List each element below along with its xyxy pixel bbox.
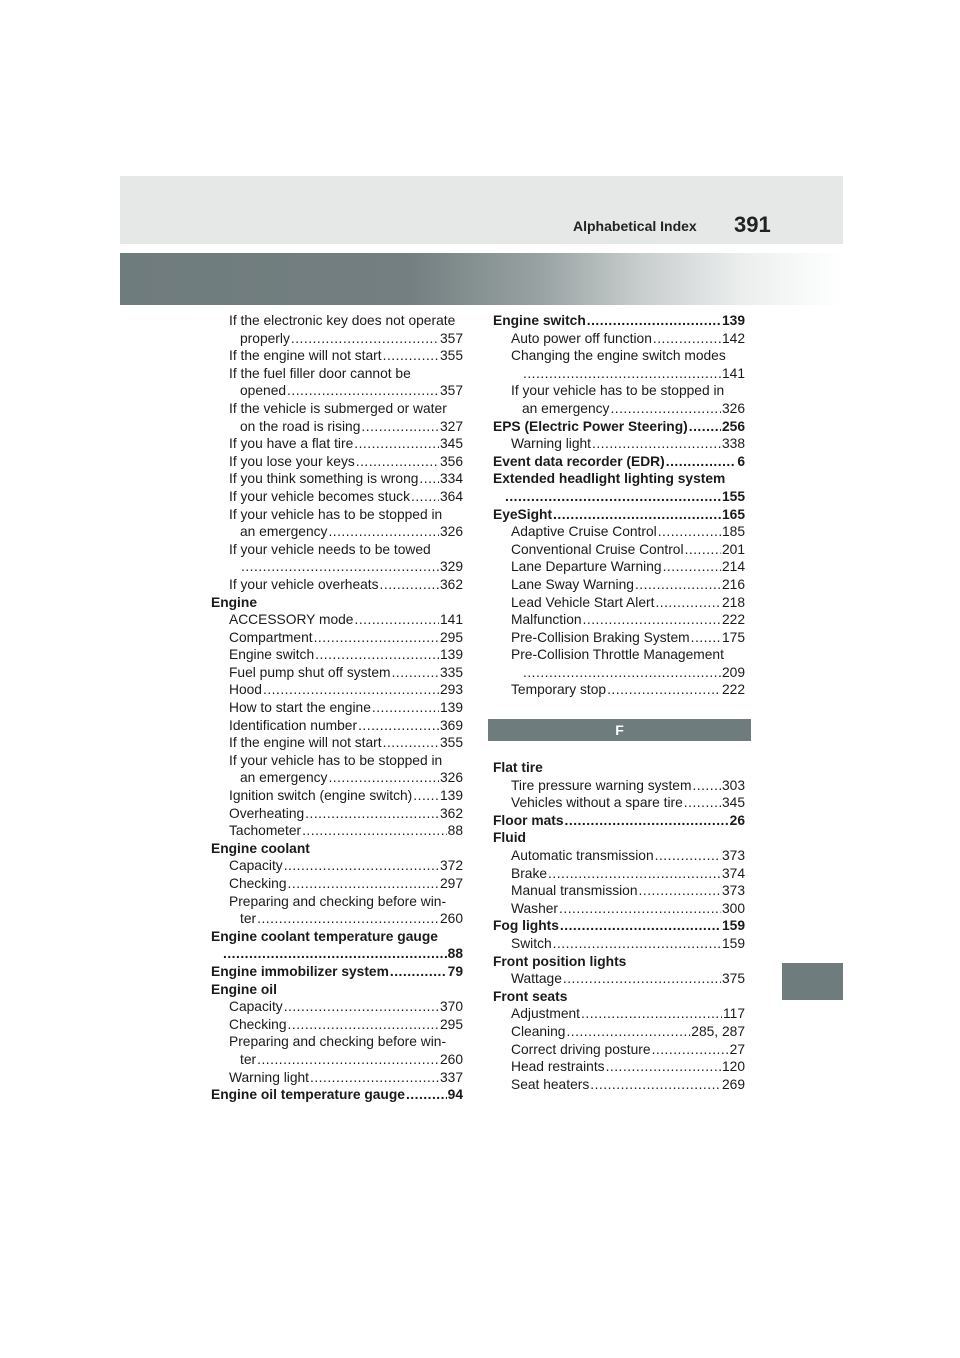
page-ref: 356: [439, 453, 463, 469]
index-subentry-line: Pre-Collision Throttle Management: [511, 647, 724, 663]
index-subentry: [493, 611, 745, 629]
leader-dots: [684, 794, 721, 812]
entry-label: ter: [240, 911, 257, 927]
leader-dots: [505, 488, 721, 506]
entry-label: properly: [240, 330, 290, 346]
index-subentry: [211, 646, 463, 664]
entry-label: on the road is rising: [240, 418, 361, 434]
leader-dots: [548, 865, 721, 883]
page-ref: 120: [721, 1059, 745, 1075]
entry-label: Fog lights: [493, 918, 559, 934]
page-ref: 260: [439, 911, 463, 927]
index-subentry: [211, 576, 463, 594]
leader-dots: [566, 1023, 690, 1041]
index-subentry: [493, 794, 745, 812]
entry-label: Brake: [511, 865, 548, 881]
entry-label: Ignition switch (engine switch): [229, 788, 413, 804]
page-ref: 326: [439, 524, 463, 540]
index-subentry-continuation: [211, 1051, 463, 1069]
index-heading: Front position lights: [493, 953, 627, 969]
index-subentry-continuation: [211, 558, 463, 576]
leader-dots: [288, 875, 439, 893]
entry-label: Checking: [229, 876, 287, 891]
entry-label: Lane Sway Warning: [511, 576, 634, 592]
index-subentry: [493, 777, 745, 795]
index-subentry-line: If the vehicle is submerged or water: [229, 400, 447, 416]
index-subentry: [493, 1076, 745, 1094]
entry-label: If you have a flat tire: [229, 436, 354, 452]
index-entry: [493, 917, 745, 935]
leader-dots: [553, 935, 721, 953]
entry-label: If you lose your keys: [229, 453, 355, 469]
index-subentry: [493, 435, 745, 453]
index-entry: [493, 453, 745, 471]
page-ref: 216: [721, 576, 745, 592]
page-ref: 269: [721, 1076, 745, 1092]
leader-dots: [257, 1051, 439, 1069]
entry-label: Hood: [229, 682, 262, 698]
page-ref: 362: [439, 576, 463, 592]
page-ref: 373: [721, 848, 745, 864]
decorative-band: [120, 253, 843, 305]
page-ref: 327: [439, 418, 463, 434]
entry-label: How to start the engine: [229, 700, 371, 716]
leader-dots: [354, 611, 438, 629]
leader-dots: [663, 558, 721, 576]
entry-label: Temporary stop: [511, 682, 607, 698]
leader-dots: [361, 418, 439, 436]
entry-label: Adaptive Cruise Control: [511, 524, 657, 540]
page-ref: 79: [447, 963, 463, 979]
page-ref: 373: [721, 883, 745, 899]
leader-dots: [315, 646, 439, 664]
entry-label: EyeSight: [493, 506, 553, 522]
entry-label: an emergency: [240, 770, 328, 786]
index-subentry: [211, 488, 463, 506]
leader-dots: [553, 506, 721, 524]
index-subentry: [211, 435, 463, 453]
entry-label: Engine immobilizer system: [211, 963, 389, 979]
entry-label: ter: [240, 1051, 257, 1067]
entry-label: Adjustment: [511, 1006, 581, 1022]
leader-dots: [655, 847, 721, 865]
leader-dots: [302, 822, 447, 840]
page-number: 391: [734, 212, 771, 237]
entry-label: Wattage: [511, 971, 562, 987]
entry-label: Engine switch: [493, 313, 586, 328]
index-subentry-continuation: [493, 365, 745, 383]
entry-label: Malfunction: [511, 612, 582, 628]
leader-dots: [607, 681, 721, 699]
index-subentry: [211, 699, 463, 717]
leader-dots: [692, 777, 721, 795]
entry-label: If the engine will not start: [229, 735, 382, 751]
index-entry: [493, 506, 745, 524]
index-subentry-continuation: [211, 382, 463, 400]
index-entry-line: Extended headlight lighting system: [493, 471, 726, 487]
page-ref: 94: [447, 1087, 463, 1103]
leader-dots: [358, 717, 439, 735]
index-entry: [211, 963, 463, 981]
entry-label: an emergency: [240, 524, 328, 540]
index-heading: Engine: [211, 594, 257, 610]
leader-dots: [419, 470, 439, 488]
entry-label: Engine switch: [229, 647, 315, 663]
index-subentry: [211, 1069, 463, 1087]
entry-label: If you think something is wrong: [229, 471, 419, 487]
leader-dots: [606, 1058, 721, 1076]
index-subentry-continuation: [211, 910, 463, 928]
index-entry: [493, 418, 745, 436]
index-subentry: [493, 330, 745, 348]
index-subentry: [211, 787, 463, 805]
page-ref: 357: [439, 383, 463, 399]
index-subentry: [493, 1058, 745, 1076]
entry-label: Warning light: [511, 436, 592, 452]
page-ref: 285, 287: [691, 1023, 745, 1039]
entry-label: Floor mats: [493, 812, 564, 828]
page-ref: 256: [721, 418, 745, 434]
index-subentry-line: If the electronic key does not operate: [229, 313, 456, 328]
index-subentry-line: Changing the engine switch modes: [511, 348, 726, 364]
index-subentry: [211, 1016, 463, 1034]
index-subentry: [211, 998, 463, 1016]
page-ref: 370: [439, 999, 463, 1015]
index-column-left: [211, 312, 463, 1104]
entry-label: Cleaning: [511, 1023, 566, 1039]
page-ref: 209: [721, 664, 745, 680]
index-subentry: [493, 882, 745, 900]
page-ref: 293: [439, 682, 463, 698]
section-title: Alphabetical Index: [573, 218, 697, 234]
entry-label: Compartment: [229, 629, 313, 645]
index-subentry-line: If your vehicle needs to be towed: [229, 541, 431, 557]
leader-dots: [284, 998, 439, 1016]
leader-dots: [655, 594, 721, 612]
index-subentry: [493, 935, 745, 953]
entry-label: Conventional Cruise Control: [511, 541, 684, 557]
leader-dots: [583, 611, 721, 629]
leader-dots: [560, 917, 721, 935]
index-subentry-continuation: [493, 664, 745, 682]
leader-dots: [581, 1005, 722, 1023]
index-subentry: [211, 453, 463, 471]
page-ref: 222: [721, 682, 745, 698]
leader-dots: [610, 400, 721, 418]
page-ref: 345: [721, 795, 745, 811]
index-subentry: [211, 347, 463, 365]
entry-label: Correct driving posture: [511, 1041, 651, 1057]
index-subentry: [211, 822, 463, 840]
page-ref: 295: [439, 629, 463, 645]
leader-dots: [328, 769, 439, 787]
page-ref: 260: [439, 1051, 463, 1067]
index-subentry: [493, 523, 745, 541]
page-ref: 300: [721, 900, 745, 916]
leader-dots: [354, 435, 439, 453]
entry-label: Fuel pump shut off system: [229, 664, 391, 680]
entry-label: Event data recorder (EDR): [493, 453, 665, 469]
index-subentry: [211, 875, 463, 893]
index-subentry: [211, 470, 463, 488]
page-ref: 141: [721, 365, 745, 381]
page-ref: 159: [721, 936, 745, 951]
index-subentry: [493, 970, 745, 988]
index-subentry-line: If your vehicle has to be stopped in: [511, 383, 725, 399]
entry-label: Overheating: [229, 805, 305, 821]
index-subentry-continuation: [493, 400, 745, 418]
page-ref: 88: [447, 946, 463, 962]
leader-dots: [328, 523, 439, 541]
leader-dots: [666, 453, 737, 471]
page-ref: 297: [439, 876, 463, 891]
entry-label: ACCESSORY mode: [229, 612, 354, 628]
entry-label: Engine oil temperature gauge: [211, 1087, 405, 1103]
index-subentry-line: If your vehicle has to be stopped in: [229, 752, 443, 768]
leader-dots: [587, 312, 721, 330]
page-ref: 338: [721, 436, 745, 452]
index-subentry: [211, 717, 463, 735]
page-ref: 27: [729, 1041, 745, 1057]
index-subentry-continuation: [211, 330, 463, 348]
entry-label: If your vehicle overheats: [229, 576, 379, 592]
page-ref: 326: [721, 400, 745, 416]
page-ref: 364: [439, 488, 463, 504]
index-subentry-continuation: [211, 769, 463, 787]
entry-label: Warning light: [229, 1069, 310, 1085]
leader-dots: [653, 330, 721, 348]
index-subentry-line: Preparing and checking before win-: [229, 893, 447, 909]
leader-dots: [356, 453, 439, 471]
entry-label: Head restraints: [511, 1059, 605, 1075]
page-ref: 372: [439, 858, 463, 874]
page-ref: 139: [439, 700, 463, 716]
leader-dots: [523, 664, 721, 682]
index-entry: [493, 312, 745, 330]
leader-dots: [413, 787, 439, 805]
leader-dots: [639, 882, 721, 900]
leader-dots: [411, 488, 439, 506]
index-subentry: [493, 1023, 745, 1041]
index-entry: [493, 812, 745, 830]
page-ref: 355: [439, 348, 463, 364]
index-heading: Front seats: [493, 988, 568, 1004]
leader-dots: [310, 1069, 439, 1087]
page-ref: 201: [721, 541, 745, 557]
page-ref: 6: [737, 453, 745, 469]
index-subentry: [493, 558, 745, 576]
leader-dots: [314, 629, 439, 647]
page-ref: 159: [721, 918, 745, 934]
entry-label: Checking: [229, 1016, 287, 1032]
index-subentry: [493, 681, 745, 699]
leader-dots: [406, 1086, 447, 1104]
leader-dots: [559, 900, 721, 918]
index-subentry: [493, 1005, 745, 1023]
index-subentry: [493, 594, 745, 612]
index-entry: [211, 1086, 463, 1104]
leader-dots: [590, 1076, 721, 1094]
page-ref: 165: [721, 506, 745, 522]
entry-label: Switch: [511, 936, 552, 951]
index-subentry: [493, 629, 745, 647]
entry-label: Pre-Collision Braking System: [511, 629, 690, 645]
leader-dots: [523, 365, 721, 383]
leader-dots: [383, 347, 439, 365]
leader-dots: [652, 1041, 729, 1059]
leader-dots: [372, 699, 439, 717]
leader-dots: [257, 910, 439, 928]
page-ref: 295: [439, 1016, 463, 1032]
leader-dots: [241, 558, 439, 576]
entry-label: Lead Vehicle Start Alert: [511, 594, 655, 610]
entry-label: Capacity: [229, 858, 283, 874]
index-subentry: [211, 681, 463, 699]
page-ref: 139: [721, 313, 745, 328]
index-subentry: [211, 734, 463, 752]
page-ref: 369: [439, 717, 463, 733]
entry-label: an emergency: [522, 400, 610, 416]
index-heading: Fluid: [493, 830, 526, 846]
index-entry-continuation: [493, 488, 745, 506]
page-ref: 175: [721, 629, 745, 645]
entry-label: EPS (Electric Power Steering): [493, 418, 688, 434]
entry-label: If your vehicle becomes stuck: [229, 488, 410, 504]
entry-label: Seat heaters: [511, 1076, 590, 1092]
leader-dots: [689, 418, 721, 436]
index-subentry-line: If the fuel filler door cannot be: [229, 365, 411, 381]
index-subentry-line: If your vehicle has to be stopped in: [229, 506, 443, 522]
index-subentry: [493, 900, 745, 918]
entry-label: Vehicles without a spare tire: [511, 795, 683, 811]
entry-label: Automatic transmission: [511, 848, 654, 864]
entry-label: Capacity: [229, 999, 283, 1015]
page-ref: 155: [721, 488, 745, 504]
page-ref: 375: [721, 971, 745, 987]
index-subentry: [211, 611, 463, 629]
index-heading: Engine oil: [211, 981, 277, 997]
page-ref: 214: [721, 559, 745, 575]
letter-divider: F: [488, 719, 751, 741]
entry-label: Washer: [511, 900, 559, 916]
leader-dots: [223, 945, 447, 963]
page-ref: 329: [439, 559, 463, 575]
leader-dots: [390, 963, 447, 981]
page-ref: 326: [439, 770, 463, 786]
page-ref: 303: [721, 777, 745, 793]
entry-label: Identification number: [229, 717, 358, 733]
page-ref: 139: [439, 647, 463, 663]
index-subentry: [493, 847, 745, 865]
entry-label: Lane Departure Warning: [511, 559, 662, 575]
entry-label: opened: [240, 383, 287, 399]
entry-label: Auto power off function: [511, 330, 652, 346]
leader-dots: [383, 734, 439, 752]
leader-dots: [305, 805, 439, 823]
index-subentry: [211, 664, 463, 682]
page-ref: 218: [721, 594, 745, 610]
index-heading: Engine coolant: [211, 840, 310, 856]
entry-label: Tire pressure warning system: [511, 777, 692, 793]
leader-dots: [658, 523, 721, 541]
index-subentry-continuation: [211, 523, 463, 541]
index-subentry-line: Preparing and checking before win-: [229, 1034, 447, 1050]
page-ref: 337: [439, 1069, 463, 1085]
index-subentry: [493, 576, 745, 594]
leader-dots: [563, 970, 721, 988]
leader-dots: [685, 541, 721, 559]
leader-dots: [380, 576, 439, 594]
leader-dots: [263, 681, 439, 699]
page-ref: 355: [439, 735, 463, 751]
leader-dots: [284, 857, 439, 875]
leader-dots: [291, 330, 439, 348]
index-subentry: [493, 1041, 745, 1059]
page-ref: 362: [439, 805, 463, 821]
index-column-right: [493, 312, 745, 1093]
page-ref: 26: [729, 812, 745, 828]
leader-dots: [635, 576, 721, 594]
page-ref: 141: [439, 612, 463, 628]
page-ref: 334: [439, 471, 463, 487]
index-subentry: [211, 857, 463, 875]
page-ref: 185: [721, 524, 745, 540]
page-ref: 139: [439, 788, 463, 804]
leader-dots: [287, 382, 439, 400]
page-ref: 142: [721, 330, 745, 346]
page-ref: 117: [723, 1006, 745, 1022]
index-subentry-continuation: [211, 418, 463, 436]
thumb-index-tab: [782, 963, 843, 1000]
index-subentry: [211, 629, 463, 647]
page-ref: 357: [439, 330, 463, 346]
leader-dots: [691, 629, 721, 647]
leader-dots: [592, 435, 721, 453]
page-ref: 88: [447, 823, 463, 839]
index-subentry: [493, 541, 745, 559]
index-entry-line: Engine coolant temperature gauge: [211, 928, 438, 944]
entry-label: Tachometer: [229, 823, 302, 839]
index-subentry: [493, 865, 745, 883]
page-ref: 222: [721, 612, 745, 628]
page-ref: 374: [721, 865, 745, 881]
entry-label: If the engine will not start: [229, 348, 382, 364]
entry-label: Manual transmission: [511, 883, 638, 899]
page-ref: 335: [439, 664, 463, 680]
page-ref: 345: [439, 436, 463, 452]
leader-dots: [392, 664, 439, 682]
index-subentry: [211, 805, 463, 823]
leader-dots: [288, 1016, 439, 1034]
index-heading: Flat tire: [493, 760, 543, 776]
leader-dots: [565, 812, 729, 830]
index-entry-continuation: [211, 945, 463, 963]
